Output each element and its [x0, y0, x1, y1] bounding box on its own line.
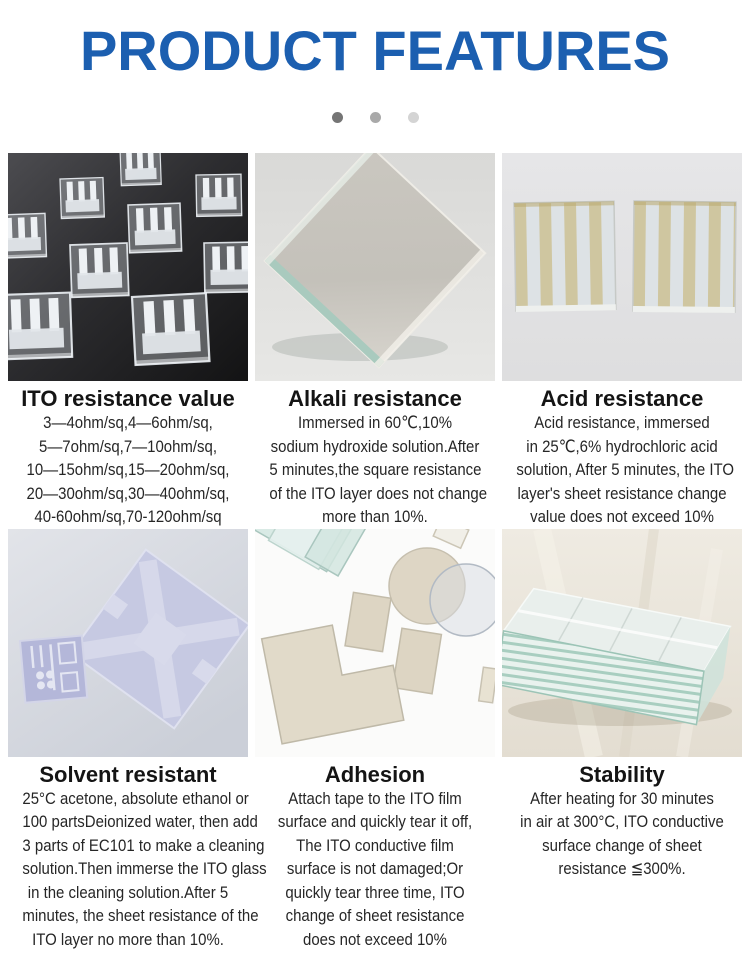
card-text-line: in 25℃,6% hydrochloric acid: [526, 436, 718, 456]
card-text-line: 10—15ohm/sq,15—20ohm/sq,: [26, 460, 230, 479]
card-text-line: After heating for 30 minutes: [530, 788, 714, 808]
card-text-line: Immersed in 60℃,10%: [298, 413, 452, 432]
card-text-line: resistance ≦300%.: [558, 859, 686, 878]
card-text-line: in air at 300°C, ITO conductive: [520, 812, 724, 831]
carousel-dots: [0, 112, 750, 123]
card-text-line: 20—30ohm/sq,30—40ohm/sq,: [26, 483, 230, 503]
card-text-line: surface is not damaged;Or: [286, 859, 464, 878]
photo-solvent-patterned-plates: [8, 529, 248, 757]
card-text-line: 40-60ohm/sq,70-120ohm/sq: [34, 507, 222, 526]
card-text-line: change of sheet resistance: [285, 906, 465, 925]
card-adhesion: [255, 529, 495, 952]
card-text-line: The ITO conductive film: [296, 835, 454, 855]
card-acid-resistance: [502, 153, 742, 529]
card-text-line: ITO layer no more than 10%.: [32, 929, 224, 949]
card-text-line: surface change of sheet: [542, 835, 702, 855]
card-stability: [502, 529, 742, 952]
card-ito-resistance: [8, 153, 248, 529]
card-text-line: layer's sheet resistance change: [517, 483, 727, 503]
card-text-line: 100 partsDeionized water, then add: [22, 812, 258, 831]
card-alkali-resistance: [255, 153, 495, 529]
card-text-line: 5 minutes,the square resistance: [269, 460, 482, 479]
card-title: Solvent resistant: [39, 761, 217, 787]
card-text-line: 3—4ohm/sq,4—6ohm/sq,: [43, 413, 213, 432]
card-text-line: solution.Then immerse the ITO glass: [22, 859, 267, 878]
feature-grid: [8, 153, 742, 951]
card-text-line: 25°C acetone, absolute ethanol or: [22, 788, 249, 808]
card-title: Alkali resistance: [288, 386, 462, 411]
card-text-line: minutes, the sheet resistance of the: [22, 906, 259, 925]
card-title: Stability: [579, 761, 665, 787]
card-title: Adhesion: [324, 761, 426, 787]
card-text-line: 3 parts of EC101 to make a cleaning: [22, 835, 265, 855]
card-title: Acid resistance: [540, 386, 704, 411]
card-text-line: does not exceed 10%: [303, 929, 447, 949]
card-text-line: in the cleaning solution.After 5: [27, 882, 229, 902]
photo-alkali-plate: [255, 153, 495, 381]
card-text-line: surface and quickly tear it off,: [277, 812, 473, 831]
card-text-line: more than 10%.: [322, 507, 428, 526]
card-text-line: quickly tear three time, ITO: [285, 882, 465, 902]
photo-acid-striped-plates: [502, 153, 742, 381]
carousel-dot-1[interactable]: [332, 112, 343, 123]
carousel-dot-2[interactable]: [370, 112, 381, 123]
card-text-line: 5—7ohm/sq,7—10ohm/sq,: [39, 436, 217, 456]
photo-adhesion-glass-shapes: [255, 529, 495, 757]
card-title: ITO resistance value: [21, 386, 235, 411]
card-text-line: value does not exceed 10%: [530, 507, 714, 526]
page-title: PRODUCT FEATURES: [79, 19, 671, 82]
card-text-line: sodium hydroxide solution.After: [270, 436, 480, 456]
card-text-line: Attach tape to the ITO film: [288, 788, 462, 808]
photo-ito-chips: [8, 153, 248, 381]
carousel-dot-3[interactable]: [408, 112, 419, 123]
photo-stability-glass-stack: [502, 529, 742, 757]
card-text-line: solution, After 5 minutes, the ITO: [516, 460, 734, 479]
card-text-line: of the ITO layer does not change: [269, 483, 488, 503]
card-solvent-resistant: [8, 529, 267, 952]
card-text-line: Acid resistance, immersed: [534, 413, 710, 432]
